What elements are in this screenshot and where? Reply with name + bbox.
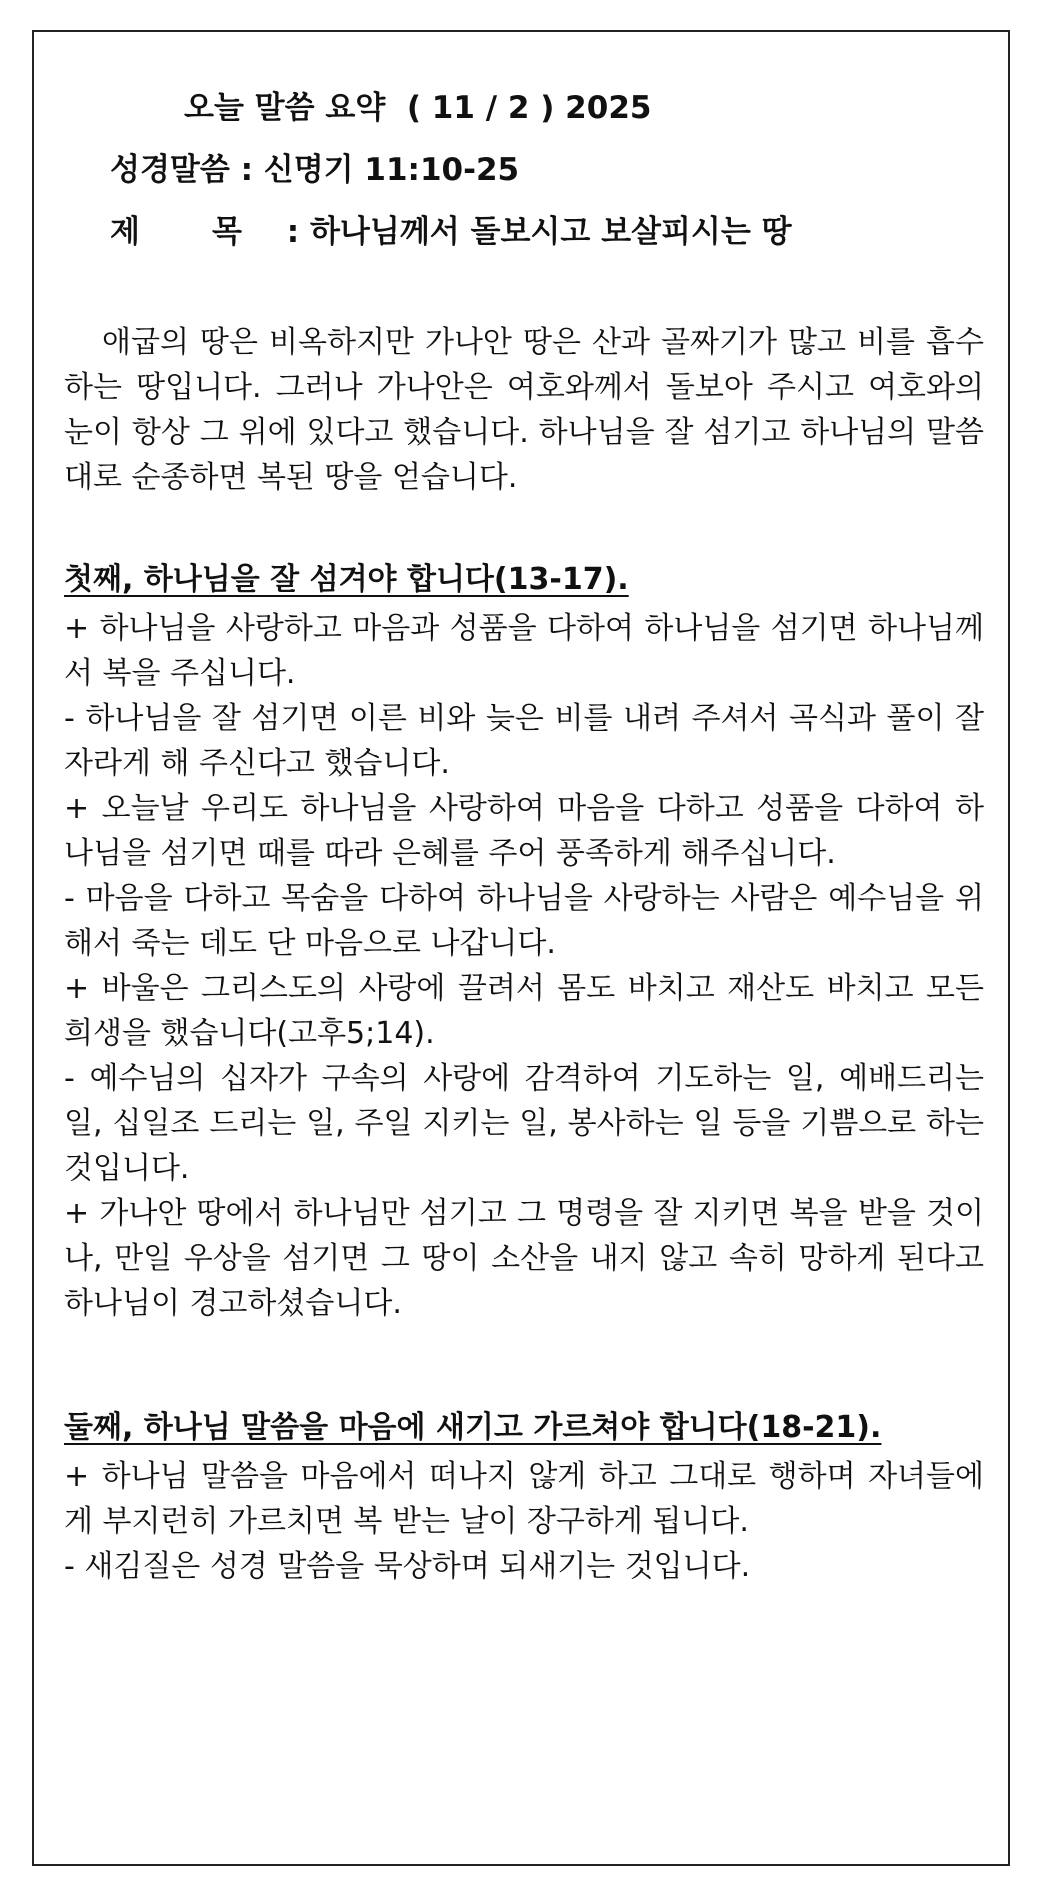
scripture-line — [110, 150, 984, 190]
section-2-heading: 둘째, 하나님 말씀을 마음에 새기고 가르쳐야 합니다(18-21). — [64, 1410, 882, 1445]
section-1-heading: 첫째, 하나님을 잘 섬겨야 합니다(13-17). — [64, 562, 629, 597]
list-item: + 오늘날 우리도 하나님을 사랑하여 마음을 다하고 성품을 다하여 하나님을 섬기면 때를 따라 은혜를 주어 풍족하게 해주십니다. — [64, 791, 984, 871]
list-item: - 하나님을 잘 섬기면 이른 비와 늦은 비를 내려 주셔서 곡식과 풀이 잘 자라게 해 주신다고 했습니다. — [64, 701, 984, 781]
subject-label — [110, 212, 276, 252]
list-item: - 새김질은 성경 말씀을 묵상하며 되새기는 것입니다. — [64, 1549, 751, 1584]
list-item: + 가나안 땅에서 하나님만 섬기고 그 명령을 잘 지키면 복을 받을 것이나, 만일 우상을 섬기면 그 땅이 소산을 내지 않고 속히 망하게 된다고 하나님이 경고하셨습니다. — [64, 1196, 984, 1321]
sermon-summary — [64, 88, 984, 1589]
intro-paragraph: 애굽의 땅은 비옥하지만 가나안 땅은 산과 골짜기가 많고 비를 흡수하는 땅입니다. 그러나 가나안은 여호와께서 돌보아 주시고 여호와의 눈이 항상 그 위에 있다고 했습니다. 하나님을 잘 섬기고 하나님의 말씀대로 순종하면 복된 땅을 얻습니다. — [64, 325, 984, 495]
scripture-label: 성경말씀 — [110, 152, 230, 188]
subject-separator: : — [276, 214, 310, 250]
list-item: + 하나님을 사랑하고 마음과 성품을 다하여 하나님을 섬기면 하나님께서 복을 주십니다. — [64, 611, 984, 691]
subject-line — [110, 212, 984, 252]
scripture-value: 신명기 11:10-25 — [263, 152, 520, 188]
section-1-list — [64, 606, 984, 1326]
list-item: - 예수님의 십자가 구속의 사랑에 감격하여 기도하는 일, 예배드리는 일, 십일조 드리는 일, 주일 지키는 일, 봉사하는 일 등을 기쁨으로 하는 것입니다. — [64, 1061, 984, 1186]
subject-label-part-1: 제 — [110, 214, 140, 250]
section-2-list — [64, 1454, 984, 1589]
list-item: + 바울은 그리스도의 사랑에 끌려서 몸도 바치고 재산도 바치고 모든 희생을 했습니다(고후5;14). — [64, 971, 984, 1051]
subject-label-part-2: 목 — [211, 214, 242, 250]
list-item: - 마음을 다하고 목숨을 다하여 하나님을 사랑하는 사람은 예수님을 위해서 죽는 데도 단 마음으로 나갑니다. — [64, 881, 984, 961]
subject-value: 하나님께서 돌보시고 보살피시는 땅 — [309, 214, 792, 250]
page-title: 오늘 말씀 요약 ( 11 / 2 ) 2025 — [184, 90, 652, 126]
list-item: + 하나님 말씀을 마음에서 떠나지 않게 하고 그대로 행하며 자녀들에게 부지런히 가르치면 복 받는 날이 장구하게 됩니다. — [64, 1459, 984, 1539]
scripture-separator: : — [229, 152, 264, 188]
